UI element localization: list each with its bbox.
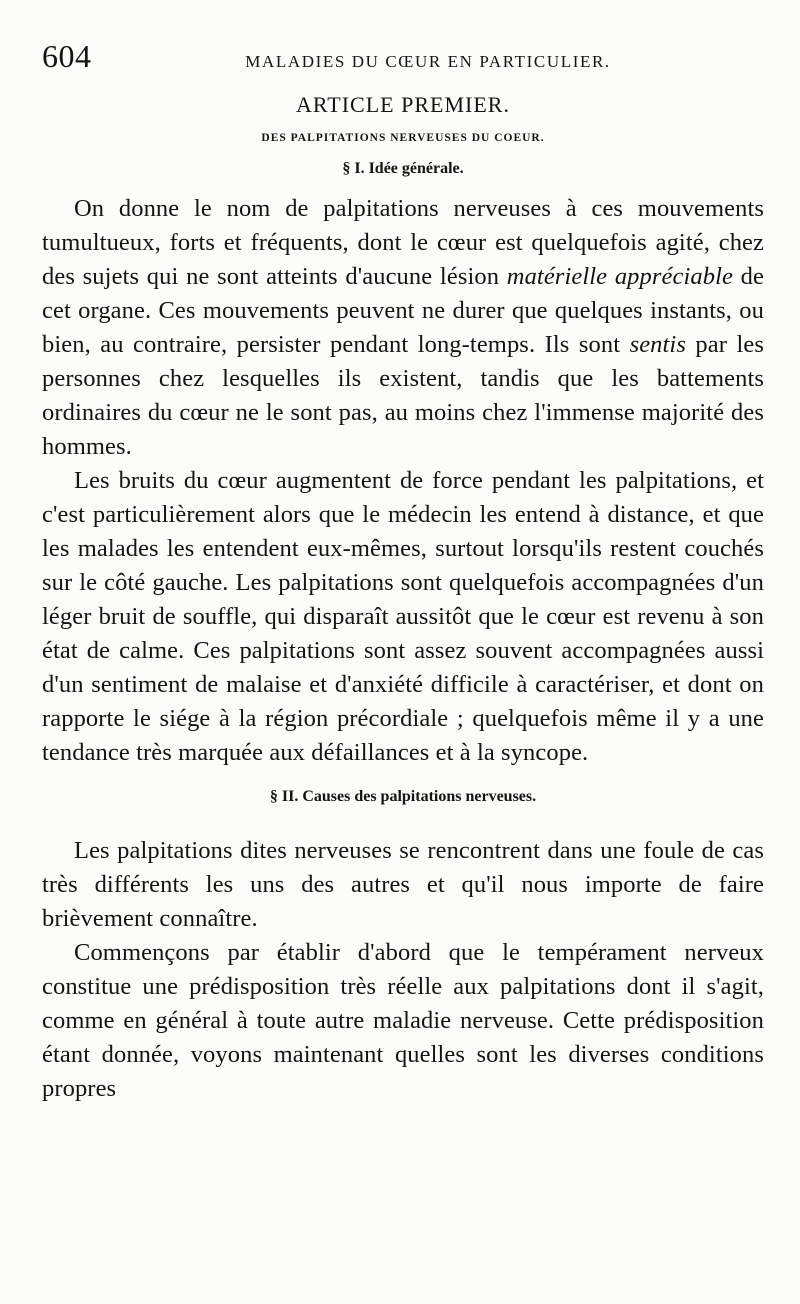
article-subtitle: DES PALPITATIONS NERVEUSES DU COEUR. bbox=[261, 132, 545, 144]
emphasis-sentis: sentis bbox=[629, 331, 686, 358]
running-title: MALADIES DU CŒUR EN PARTICULIER. bbox=[245, 52, 611, 71]
paragraph-bruits-du-coeur: Les bruits du cœur augmentent de force pendant les palpitations, et c'est particulièrement alors que le médecin les entend à distance, et que les malades les entendent eux-mêmes, surtout lorsqu'ils restent couchés sur le côté gauche. Les palpitations sont quelquefois accompagnées d'un léger bruit de souffle, qui disparaît aussitôt que le cœur est revenu à son état de calme. Ces palpitations sont assez souvent accompagnées aussi d'un sentiment de malaise et d'anxiété difficile à caractériser, et dont on rapporte le siége à la région précordiale ; quelquefois même il y a une tendance très marquée aux défaillances et à la syncope. bbox=[42, 467, 764, 766]
page-number: 604 bbox=[42, 38, 92, 74]
section-heading-causes: § II. Causes des palpitations nerveuses. bbox=[269, 788, 537, 805]
paragraph-temperament-nerveux: Commençons par établir d'abord que le tempérament nerveux constitue une prédisposition très réelle aux palpitations dont il s'agit, comme en général à toute autre maladie nerveuse. Cette prédisposition étant donnée, voyons maintenant quelles sont les diverses conditions propres bbox=[42, 939, 764, 1102]
emphasis-materielle-appreciable: matérielle appréciable bbox=[506, 263, 733, 290]
paragraph-definition-part1: On donne le nom de palpitations nerveuses à ces mouvements tumultueux, forts et fréquents, dont le cœur est quelquefois agité, chez des sujets qui ne sont atteints d'aucune lésion bbox=[42, 195, 764, 290]
paragraph-definition-part2: de cet organe. Ces mouvements peuvent ne durer que quelques instants, ou bien, au contraire, persister pendant long-temps. Ils sont bbox=[42, 263, 764, 358]
section-heading-idee-generale: § I. Idée générale. bbox=[342, 160, 464, 177]
paragraph-definition bbox=[42, 192, 764, 464]
paragraph-causes-intro: Les palpitations dites nerveuses se rencontrent dans une foule de cas très différents les uns des autres et qu'il nous importe de faire brièvement connaître. bbox=[42, 837, 764, 932]
paragraph-definition-part3: par les personnes chez lesquelles ils existent, tandis que les battements ordinaires du cœur ne le sont pas, au moins chez l'immense majorité des hommes. bbox=[42, 331, 764, 460]
article-title: ARTICLE PREMIER. bbox=[296, 92, 510, 117]
running-head bbox=[42, 38, 764, 78]
